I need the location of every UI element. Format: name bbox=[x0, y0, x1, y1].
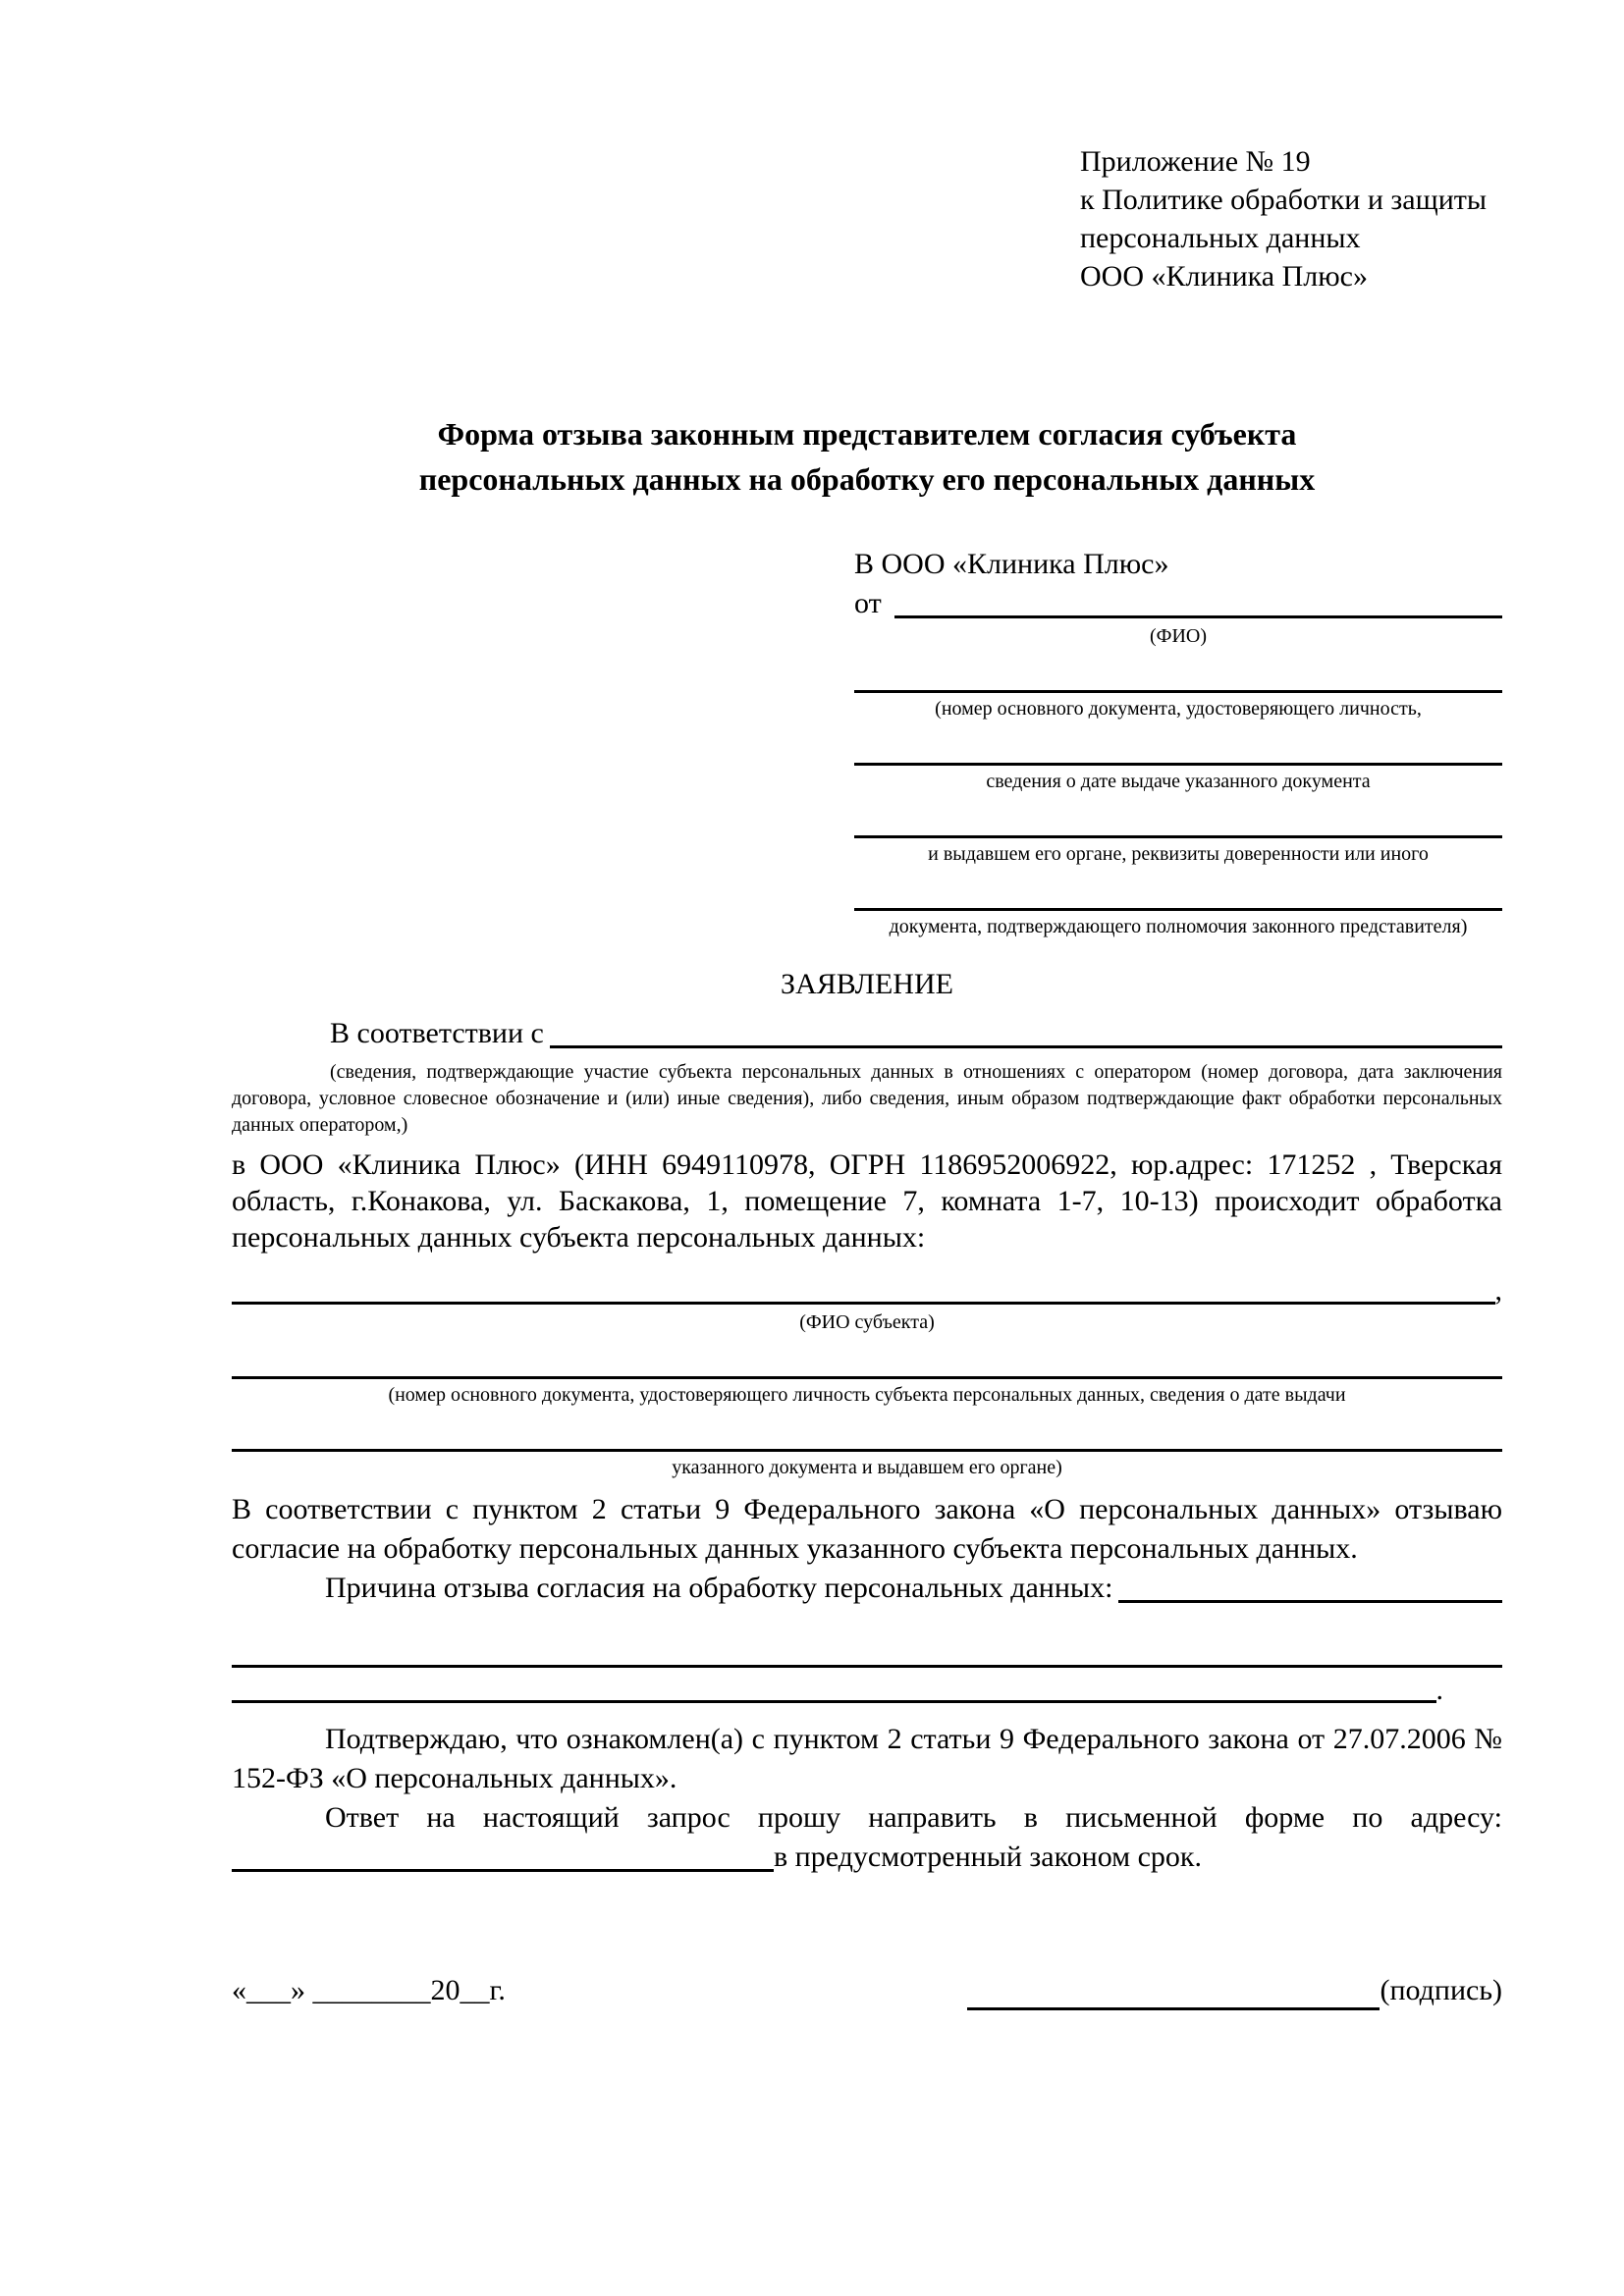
blank-fill-line bbox=[854, 649, 1502, 693]
footer-row bbox=[232, 1971, 1502, 2010]
signature-blank-line bbox=[967, 1974, 1380, 2010]
subject-doc-caption-2: указанного документа и выдавшем его органе) bbox=[672, 1457, 1062, 1478]
appendix-line: персональных данных bbox=[1080, 222, 1361, 254]
blank-fill-line bbox=[854, 867, 1502, 911]
according-row bbox=[232, 1014, 1502, 1053]
blank-fill-line bbox=[232, 1335, 1502, 1379]
reply-address-blank-line bbox=[232, 1869, 774, 1872]
blank-fill-line bbox=[232, 1302, 1495, 1305]
reason-blank-line bbox=[1118, 1600, 1502, 1603]
subject-doc-caption-1: (номер основного документа, удостоверяющего личность субъекта персональных данных, сведения о дате выдачи bbox=[388, 1384, 1346, 1406]
date-line: «___» ________20__г. bbox=[232, 1974, 506, 2006]
subject-fio-caption: (ФИО субъекта) bbox=[799, 1311, 935, 1333]
appendix-line: к Политике обработки и защиты bbox=[1080, 184, 1488, 216]
title-line-2: персональных данных на обработку его персональных данных bbox=[418, 461, 1316, 497]
from-label: от bbox=[854, 587, 890, 619]
fio-blank-line bbox=[894, 615, 1502, 618]
legal-rep-doc-field-1 bbox=[854, 649, 1502, 721]
reason-row bbox=[232, 1569, 1502, 1608]
statement-heading: ЗАЯВЛЕНИЕ bbox=[781, 968, 953, 1000]
legal-rep-doc-field-4 bbox=[854, 867, 1502, 939]
appendix-line: Приложение № 19 bbox=[1080, 145, 1311, 178]
subject-name-line bbox=[232, 1271, 1502, 1309]
smallprint-note: (сведения, подтверждающие участие субъекта персональных данных в отношениях с оператором (номер договора, дата заключения договора, условное словесное обозначение и (или) иные сведения), либо сведения, иным образом подтверждающие факт обработки персональных данных оператором,) bbox=[232, 1061, 1502, 1136]
reply-suffix: в предусмотренный законом срок. bbox=[774, 1841, 1202, 1873]
reply-address-row bbox=[232, 1838, 1502, 1877]
blank-fill-line bbox=[232, 1668, 1436, 1703]
appendix-block bbox=[1080, 142, 1502, 295]
legal-rep-doc-field-3 bbox=[854, 794, 1502, 867]
field-caption-3: и выдавшем его органе, реквизиты доверенности или иного bbox=[928, 843, 1429, 865]
blank-fill-line bbox=[854, 794, 1502, 838]
reply-paragraph: Ответ на настоящий запрос прошу направить в письменной форме по адресу: bbox=[325, 1801, 1502, 1834]
subject-doc-field-1 bbox=[232, 1335, 1502, 1408]
addressee-from-row bbox=[854, 584, 1502, 623]
trailing-comma: , bbox=[1494, 1274, 1502, 1307]
document-title bbox=[232, 411, 1502, 502]
withdrawal-paragraph: В соответствии с пунктом 2 статьи 9 Федерального закона «О персональных данных» отзываю согласие на обработку персональных данных указанного субъекта персональных данных. bbox=[232, 1493, 1502, 1565]
addressee-block bbox=[854, 545, 1502, 939]
appendix-line: ООО «Клиника Плюс» bbox=[1080, 260, 1368, 293]
blank-fill-line bbox=[854, 721, 1502, 766]
blank-fill-line bbox=[232, 1408, 1502, 1452]
reason-label: Причина отзыва согласия на обработку персональных данных: bbox=[325, 1572, 1113, 1604]
reason-blank-line-3 bbox=[232, 1668, 1443, 1708]
signature-caption: (подпись) bbox=[1380, 1974, 1502, 2006]
field-caption-1: (номер основного документа, удостоверяющего личность, bbox=[935, 698, 1422, 720]
field-caption-2: сведения о дате выдаче указанного документа bbox=[986, 771, 1371, 792]
legal-rep-doc-field-2 bbox=[854, 721, 1502, 794]
addressee-to-line: В ООО «Клиника Плюс» bbox=[854, 548, 1169, 580]
title-line-1: Форма отзыва законным представителем согласия субъекта bbox=[437, 416, 1297, 452]
confirm-paragraph: Подтверждаю, что ознакомлен(а) с пунктом 2 статьи 9 Федерального закона от 27.07.2006 № 152-ФЗ «О персональных данных». bbox=[232, 1723, 1502, 1794]
according-label: В соответствии с bbox=[330, 1017, 544, 1049]
field-caption-4: документа, подтверждающего полномочия законного представителя) bbox=[889, 916, 1468, 937]
trailing-period: . bbox=[1435, 1674, 1443, 1706]
operator-paragraph: в ООО «Клиника Плюс» (ИНН 6949110978, ОГРН 1186952006922, юр.адрес: 171252 , Тверская область, г.Конакова, ул. Баскакова, 1, помещение 7, комната 1-7, 10-13) происходит обработка персональных данных субъекта персональных данных: bbox=[232, 1148, 1502, 1254]
subject-doc-field-2 bbox=[232, 1408, 1502, 1480]
according-blank-line bbox=[550, 1045, 1502, 1048]
reason-blank-line-2 bbox=[232, 1608, 1502, 1668]
fio-caption: (ФИО) bbox=[1149, 625, 1207, 647]
